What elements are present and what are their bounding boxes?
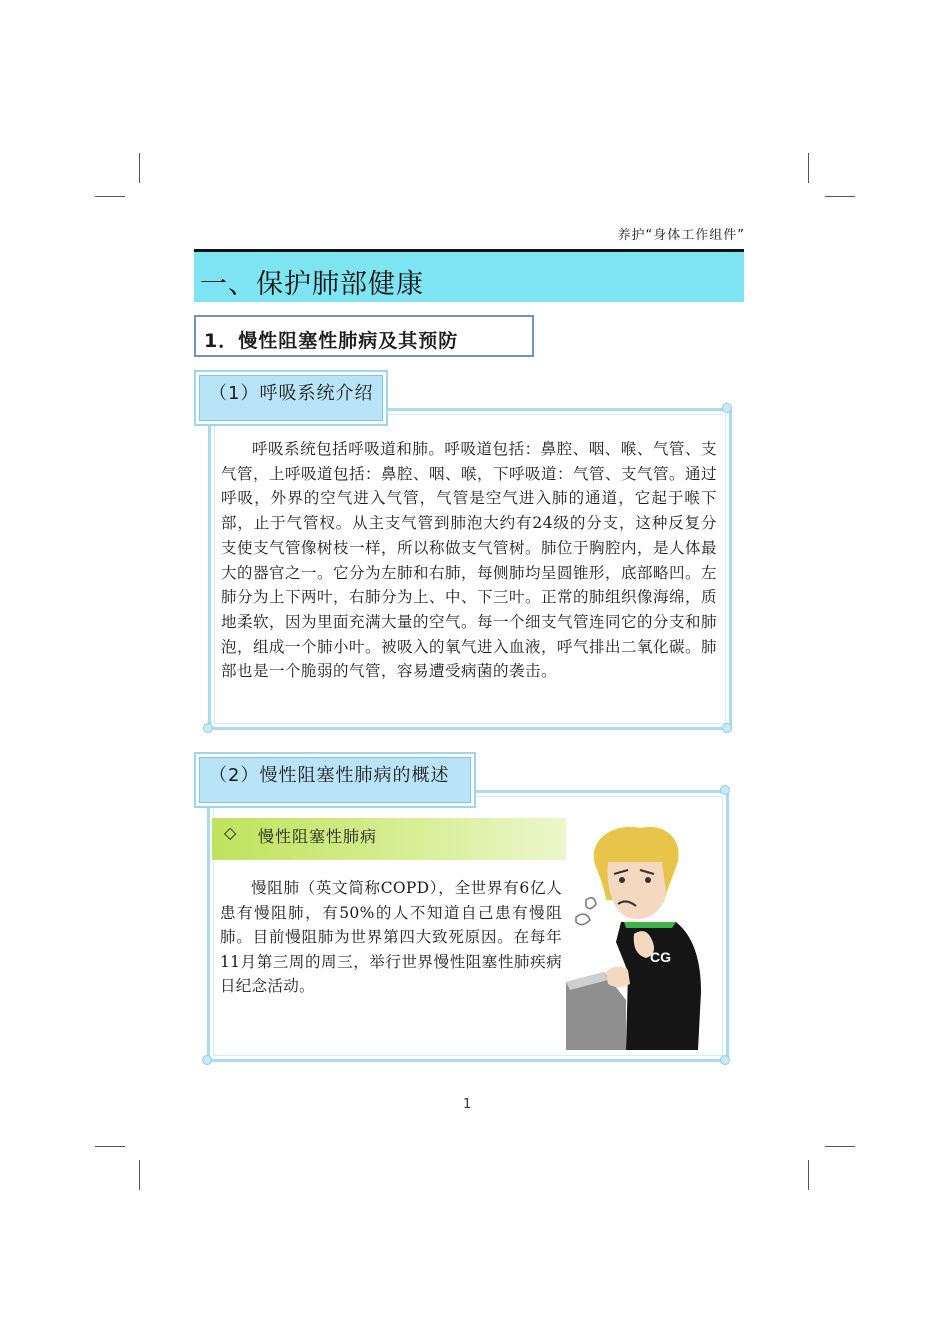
running-head: 养护“身体工作组件”: [617, 228, 745, 243]
crop-mark: [808, 153, 809, 183]
crop-mark: [139, 153, 140, 183]
subsection-tab-2: [194, 752, 476, 808]
frame-corner-ornament: [720, 1055, 730, 1065]
copd-heading: 慢性阻塞性肺病: [258, 827, 378, 846]
crop-mark: [808, 1160, 809, 1190]
section-heading-box: [194, 315, 534, 357]
page-number: 1: [463, 1097, 472, 1112]
frame-corner-ornament: [720, 785, 730, 795]
crop-mark: [825, 196, 855, 197]
frame-corner-ornament: [202, 1055, 212, 1065]
crop-mark: [825, 1146, 855, 1147]
coughing-man-illustration: [566, 822, 711, 1050]
subsection-title-2: （2）慢性阻塞性肺病的概述: [199, 757, 471, 803]
section-title: 1．慢性阻塞性肺病及其预防: [204, 330, 459, 352]
crop-mark: [95, 196, 125, 197]
respiratory-intro-paragraph: 呼吸系统包括呼吸道和肺。呼吸道包括：鼻腔、咽、喉、气管、支气管，上呼吸道包括：鼻腔、咽、喉，下呼吸道：气管、支气管。通过呼吸，外界的空气进入气管，气管是空气进入肺的通道，它起于喉下部，止于气管杈。从主支气管到肺泡大约有24级的分支，这种反复分支使支气管像树枝一样，所以称做支气管树。肺位于胸腔内，是人体最大的器官之一。它分为左肺和右肺，每侧肺均呈圆锥形，底部略凹。左肺分为上下两叶，右肺分为上、中、下三叶。正常的肺组织像海绵，质地柔软，因为里面充满大量的空气。每一个细支气管连同它的分支和肺泡，组成一个肺小叶。被吸入的氧气进入血液，呼气排出二氧化碳。肺部也是一个脆弱的气管，容易遭受病菌的袭击。: [221, 440, 718, 681]
copd-overview-paragraph: 慢阻肺（英文简称COPD），全世界有6亿人患有慢阻肺，有50%的人不知道自己患有慢阻肺。目前慢阻肺为世界第四大致死原因。在每年11月第三周的周三，举行世界慢性阻塞性肺疾病日纪念活动。: [220, 879, 562, 995]
diamond-icon: ◇: [224, 823, 237, 842]
crop-mark: [139, 1160, 140, 1190]
subsection-tab-1: [194, 370, 388, 426]
crop-mark: [95, 1146, 125, 1147]
chapter-title: 一、保护肺部健康: [200, 269, 424, 300]
frame-corner-ornament: [203, 723, 213, 733]
shirt-logo-text: CG: [650, 949, 671, 965]
frame-corner-ornament: [722, 723, 732, 733]
subsection-title-1: （1）呼吸系统介绍: [199, 375, 383, 421]
frame-corner-ornament: [722, 403, 732, 413]
